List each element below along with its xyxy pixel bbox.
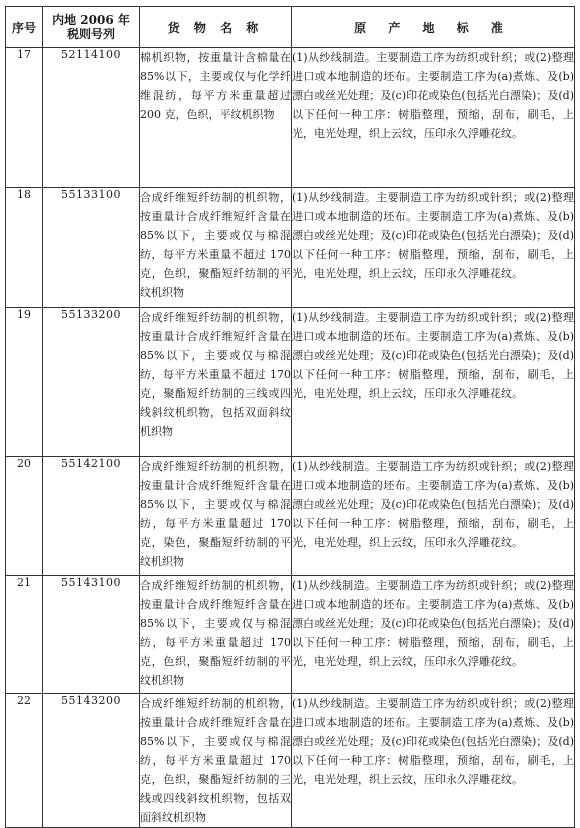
row-origin-criteria: (1)从纱线制造。主要制造工序为纺织或针织；或(2)整理进口或本地制造的坯布。主要制造工序为(a)煮炼、及(b)漂白或丝光处理；及(c)印花或染色(包括光白漂染)；及(d)以下任何一种工序：树脂整理，预缩，刮布，刷毛，上光，电光处理，织上云纹，压印永久浮雕花纹。 <box>292 308 575 457</box>
row-goods-description: 合成纤维短纤纺制的机织物，按重量计合成纤维短纤含量在 85%以下，主要或仅与棉混纺，每平方米重量超过 170 克，染色，聚酯短纤纺制的平纹机织物 <box>140 457 292 576</box>
row-origin-criteria: (1)从纱线制造。主要制造工序为纺织或针织；或(2)整理进口或本地制造的坯布。主要制造工序为(a)煮炼、及(b)漂白或丝光处理；及(c)印花或染色(包括光白漂染)；及(d)以下任何一种工序：树脂整理，预缩，刮布，刷毛，上光，电光处理，织上云纹，压印永久浮雕花纹。 <box>292 694 575 828</box>
row-seq: 20 <box>6 457 43 576</box>
row-goods-description: 合成纤维短纤纺制的机织物，按重量计合成纤维短纤含量在 85%以下，主要或仅与棉混纺，每平方米重量超过 170 克，色织，聚酯短纤纺制的三线或四线斜纹机织物，包括双面斜纹机织物 <box>140 694 292 828</box>
table-row <box>6 188 575 308</box>
table-header-row <box>6 7 575 48</box>
row-seq: 21 <box>6 576 43 694</box>
row-origin-criteria: (1)从纱线制造。主要制造工序为纺织或针织；或(2)整理进口或本地制造的坯布。主要制造工序为(a)煮炼、及(b)漂白或丝光处理；及(c)印花或染色(包括光白漂染)；及(d)以下任何一种工序：树脂整理，预缩，刮布，刷毛，上光，电光处理，织上云纹，压印永久浮雕花纹。 <box>292 457 575 576</box>
row-tariff-code: 55142100 <box>43 457 140 576</box>
header-origin-criteria: 原 产 地 标 准 <box>292 7 575 48</box>
row-tariff-code: 55143200 <box>43 694 140 828</box>
header-tariff-code-line2: 税则号列 <box>66 27 115 41</box>
row-origin-criteria: (1)从纱线制造。主要制造工序为纺织或针织；或(2)整理进口或本地制造的坯布。主要制造工序为(a)煮炼、及(b)漂白或丝光处理；及(c)印花或染色(包括光白漂染)；及(d)以下任何一种工序：树脂整理，预缩，刮布，刷毛，上光，电光处理，织上云纹，压印永久浮雕花纹。 <box>292 576 575 694</box>
row-tariff-code: 55133100 <box>43 188 140 308</box>
table-row <box>6 694 575 828</box>
table-row <box>6 48 575 188</box>
row-tariff-code: 55143100 <box>43 576 140 694</box>
header-tariff-code-line1: 内地 2006 年 <box>52 13 130 27</box>
row-tariff-code: 52114100 <box>43 48 140 188</box>
origin-rules-table <box>5 6 575 828</box>
row-goods-description: 棉机织物，按重量计含棉量在 85%以下，主要或仅与化学纤维混纺，每平方米重量超过 200 克，色织，平纹机织物 <box>140 48 292 188</box>
header-goods-name: 货 物 名 称 <box>140 7 292 48</box>
row-seq: 17 <box>6 48 43 188</box>
row-tariff-code: 55133200 <box>43 308 140 457</box>
row-origin-criteria: (1)从纱线制造。主要制造工序为纺织或针织；或(2)整理进口或本地制造的坯布。主要制造工序为(a)煮炼、及(b)漂白或丝光处理；及(c)印花或染色(包括光白漂染)；及(d)以下任何一种工序：树脂整理，预缩，刮布，刷毛，上光，电光处理，织上云纹，压印永久浮雕花纹。 <box>292 188 575 308</box>
table-row <box>6 308 575 457</box>
header-seq: 序号 <box>6 7 43 48</box>
row-seq: 19 <box>6 308 43 457</box>
table-row <box>6 576 575 694</box>
row-goods-description: 合成纤维短纤纺制的机织物，按重量计合成纤维短纤含量在 85%以下，主要或仅与棉混纺，每平方米重量不超过 170 克，色织，聚酯短纤纺制的平纹机织物 <box>140 188 292 308</box>
row-seq: 18 <box>6 188 43 308</box>
table-row <box>6 457 575 576</box>
row-goods-description: 合成纤维短纤纺制的机织物，按重量计合成纤维短纤含量在 85%以下，主要或仅与棉混纺，每平方米重量超过 170 克，色织，聚酯短纤纺制的平纹机织物 <box>140 576 292 694</box>
row-origin-criteria: (1)从纱线制造。主要制造工序为纺织或针织；或(2)整理进口或本地制造的坯布。主要制造工序为(a)煮炼、及(b)漂白或丝光处理；及(c)印花或染色(包括光白漂染)；及(d)以下任何一种工序：树脂整理，预缩，刮布，刷毛，上光，电光处理，织上云纹，压印永久浮雕花纹。 <box>292 48 575 188</box>
header-tariff-code <box>43 7 140 48</box>
row-goods-description: 合成纤维短纤纺制的机织物，按重量计合成纤维短纤含量在 85%以下，主要或仅与棉混纺，每平方米重量不超过 170 克，聚酯短纤纺制的三线或四线斜纹机织物，包括双面斜纹机织物 <box>140 308 292 457</box>
row-seq: 22 <box>6 694 43 828</box>
